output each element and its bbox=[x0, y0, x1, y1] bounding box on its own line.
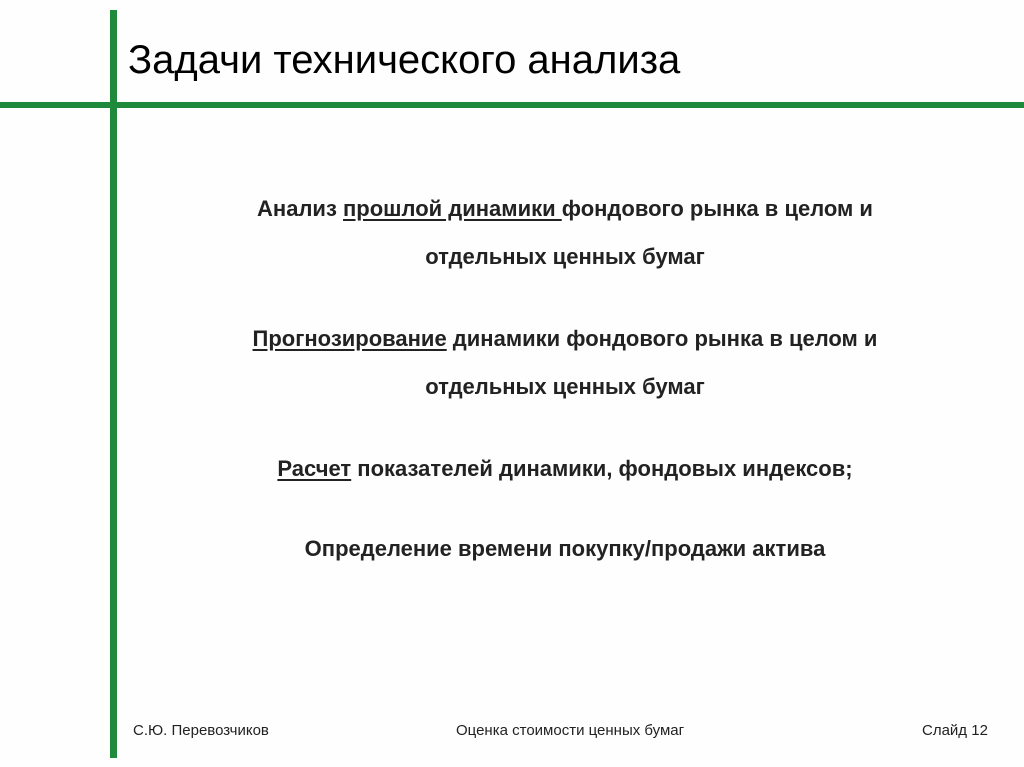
task-item-1-line2: отдельных ценных бумаг bbox=[425, 244, 705, 269]
task-item-2-rest: динамики фондового рынка в целом и bbox=[446, 326, 878, 351]
task-item-4-text: Определение времени покупку/продажи актива bbox=[304, 536, 826, 561]
task-item-1 bbox=[130, 185, 1000, 281]
vertical-accent-line bbox=[110, 10, 117, 758]
task-item-2 bbox=[130, 315, 1000, 411]
task-item-2-emph: Прогнозирование bbox=[252, 326, 447, 351]
task-item-1-rest: фондового рынка в целом и bbox=[561, 196, 873, 221]
footer-author: С.Ю. Перевозчиков bbox=[133, 722, 269, 739]
horizontal-accent-line bbox=[0, 102, 1024, 108]
task-item-3 bbox=[130, 445, 1000, 493]
task-item-1-emph: прошлой динамики bbox=[343, 196, 562, 221]
slide-title: Задачи технического анализа bbox=[128, 38, 681, 82]
task-item-2-line2: отдельных ценных бумаг bbox=[425, 374, 705, 399]
task-item-1-prefix: Анализ bbox=[257, 196, 344, 221]
task-item-3-emph: Расчет bbox=[277, 456, 352, 481]
footer-slide-number: Слайд 12 bbox=[922, 722, 988, 739]
task-item-3-rest: показателей динамики, фондовых индексов; bbox=[351, 456, 853, 481]
task-item-4 bbox=[130, 525, 1000, 573]
footer-course: Оценка стоимости ценных бумаг bbox=[456, 722, 685, 739]
slide-content bbox=[130, 185, 1000, 607]
